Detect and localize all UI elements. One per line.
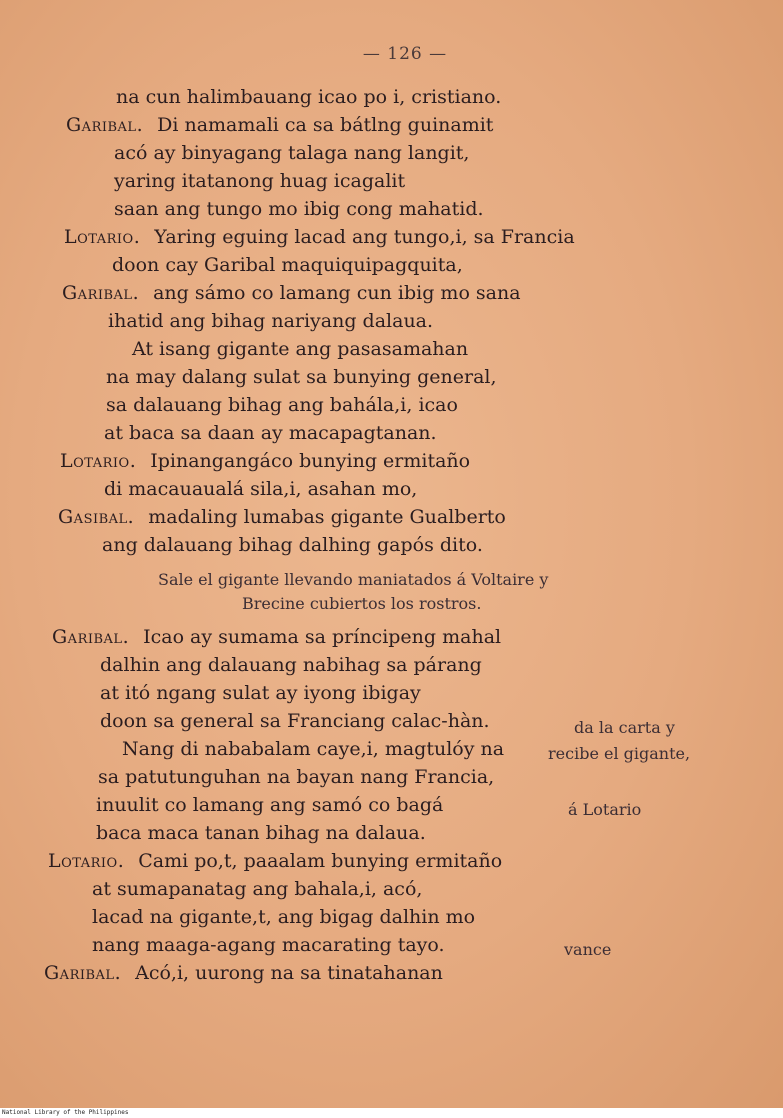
- verse-text: lacad na gigante,t, ang bigag dalhin mo: [92, 906, 476, 928]
- verse-text: Yaring eguing lacad ang tungo,i, sa Francia: [154, 226, 575, 248]
- verse-text: yaring itatanong huag icagalit: [114, 170, 406, 192]
- speaker-name: Lotario.: [60, 450, 137, 472]
- stage-direction: Sale el gigante llevando maniatados á Voltaire y: [158, 570, 549, 589]
- verse-line: [100, 710, 490, 732]
- verse-line: [64, 226, 575, 248]
- verse-text: at itó ngang sulat ay iyong ibigay: [100, 682, 421, 704]
- archive-credit: National Library of the Philippines: [2, 1109, 129, 1116]
- speaker-name: Garibal.: [44, 962, 122, 984]
- verse-text: Di namamali ca sa bátlng guinamit: [157, 114, 494, 136]
- verse-text: saan ang tungo mo ibig cong mahatid.: [114, 198, 484, 220]
- verse-line: [108, 310, 433, 332]
- verse-line: [122, 738, 504, 760]
- verse-text: doon sa general sa Franciang calac-hàn.: [100, 710, 490, 732]
- verse-text: na may dalang sulat sa bunying general,: [106, 366, 497, 388]
- marginal-stage-note: da la carta y: [574, 718, 675, 737]
- speaker-name: Garibal.: [52, 626, 130, 648]
- verse-text: di macauaualá sila,i, asahan mo,: [104, 478, 418, 500]
- verse-line: [92, 906, 475, 928]
- verse-line: [100, 682, 421, 704]
- speaker-name: Gasibal.: [58, 506, 135, 528]
- verse-line: [52, 626, 501, 648]
- verse-line: [104, 422, 437, 444]
- verse-text: At isang gigante ang pasasamahan: [132, 338, 469, 360]
- verse-text: at sumapanatag ang bahala,i, acó,: [92, 878, 423, 900]
- verse-line: [114, 142, 469, 164]
- verse-text: sa dalauang bihag ang bahála,i, icao: [106, 394, 458, 416]
- verse-line: [100, 654, 482, 676]
- marginal-stage-note: á Lotario: [568, 800, 642, 819]
- verse-line: [98, 766, 494, 788]
- verse-text: acó ay binyagang talaga nang langit,: [114, 142, 470, 164]
- verse-text: madaling lumabas gigante Gualberto: [148, 506, 506, 528]
- verse-line: [132, 338, 468, 360]
- verse-text: at baca sa daan ay macapagtanan.: [104, 422, 437, 444]
- archive-credit-bar: [0, 1108, 783, 1118]
- verse-text: Nang di nababalam caye,i, magtulóy na: [122, 738, 505, 760]
- verse-line: [66, 114, 493, 136]
- verse-text: nang maaga-agang macarating tayo.: [92, 934, 445, 956]
- verse-line: [112, 254, 463, 276]
- verse-line: [106, 366, 497, 388]
- speaker-name: Lotario.: [48, 850, 125, 872]
- verse-line: [62, 282, 521, 304]
- verse-line: [102, 534, 483, 556]
- verse-line: [58, 506, 506, 528]
- verse-line: [48, 850, 502, 872]
- verse-text: sa patutunguhan na bayan nang Francia,: [98, 766, 495, 788]
- stage-direction: Brecine cubiertos los rostros.: [242, 594, 482, 613]
- verse-text: Cami po,t, paaalam bunying ermitaño: [138, 850, 503, 872]
- verse-line: [106, 394, 458, 416]
- verse-text: dalhin ang dalauang nabihag sa párang: [100, 654, 482, 676]
- verse-text: Acó,i, uurong na sa tinatahanan: [135, 962, 443, 984]
- marginal-stage-note: vance: [564, 940, 612, 959]
- page-number: — 126 —: [362, 44, 448, 64]
- marginal-stage-note: recibe el gigante,: [548, 744, 691, 763]
- verse-text: ihatid ang bihag nariyang dalaua.: [108, 310, 434, 332]
- verse-line: [44, 962, 443, 984]
- verse-text: Icao ay sumama sa príncipeng mahal: [143, 626, 502, 648]
- verse-line: [92, 878, 422, 900]
- verse-line: [60, 450, 470, 472]
- verse-line: [114, 198, 484, 220]
- speaker-name: Lotario.: [64, 226, 141, 248]
- verse-line: [114, 170, 405, 192]
- verse-text: ang sámo co lamang cun ibig mo sana: [153, 282, 521, 304]
- verse-line: [92, 934, 445, 956]
- speaker-name: Garibal.: [66, 114, 144, 136]
- speaker-name: Garibal.: [62, 282, 140, 304]
- verse-text: ang dalauang bihag dalhing gapós dito.: [102, 534, 483, 556]
- verse-line: [96, 822, 426, 844]
- verse-text: na cun halimbauang icao po i, cristiano.: [116, 86, 502, 108]
- verse-text: inuulit co lamang ang samó co bagá: [96, 794, 444, 816]
- verse-text: baca maca tanan bihag na dalaua.: [96, 822, 426, 844]
- verse-text: Ipinangangáco bunying ermitaño: [150, 450, 471, 472]
- verse-text: doon cay Garibal maquiquipagquita,: [112, 254, 463, 276]
- verse-line: [104, 478, 417, 500]
- verse-line: [96, 794, 443, 816]
- verse-line: [116, 86, 501, 108]
